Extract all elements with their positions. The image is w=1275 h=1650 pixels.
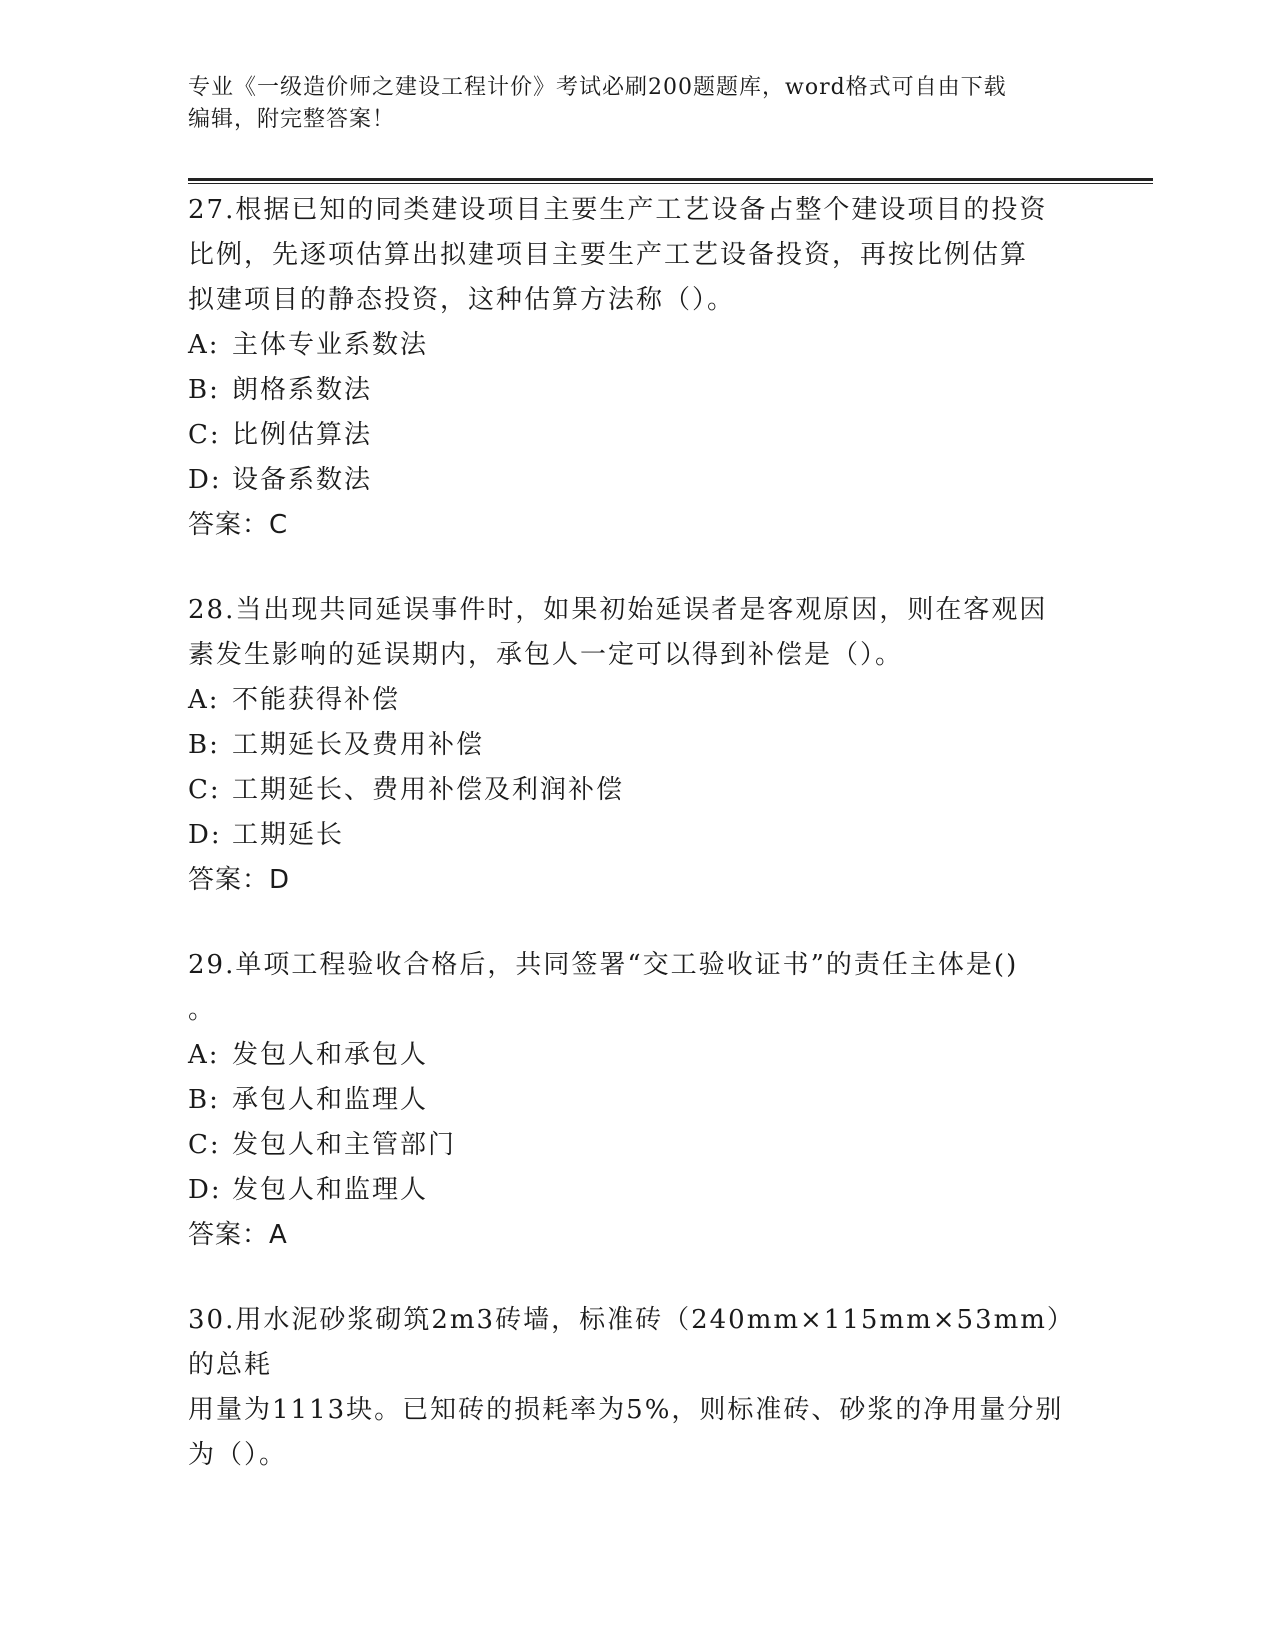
option-c <box>188 768 1088 813</box>
option-c <box>188 1123 1088 1168</box>
question-30 <box>188 1298 1088 1478</box>
question-line: 。 <box>188 995 217 1025</box>
question-line: 素发生影响的延误期内，承包人一定可以得到补偿是（）。 <box>188 640 904 670</box>
option-d <box>188 1168 1088 1213</box>
option-text: 比例估算法 <box>232 420 373 450</box>
option-text: 发包人和承包人 <box>232 1040 429 1070</box>
option-b <box>188 368 1088 413</box>
option-text: 发包人和监理人 <box>232 1175 429 1205</box>
header-line-1: 专业《一级造价师之建设工程计价》考试必刷200题题库，word格式可自由下载 <box>188 75 1007 100</box>
answer-line: 答案：D <box>188 865 291 895</box>
option-text: 不能获得补偿 <box>232 685 401 715</box>
question-line: 30.用水泥砂浆砌筑2m3砖墙，标准砖（240mm×115mm×53mm）的总耗 <box>188 1305 1075 1380</box>
option-key: D: <box>188 465 222 495</box>
option-b <box>188 723 1088 768</box>
option-key: A: <box>188 330 220 360</box>
option-key: C: <box>188 420 221 450</box>
answer-line: 答案：C <box>188 510 289 540</box>
question-29 <box>188 943 1088 1258</box>
question-list <box>188 188 1088 1518</box>
option-d <box>188 813 1088 858</box>
option-key: B: <box>188 375 220 405</box>
question-line: 28.当出现共同延误事件时，如果初始延误者是客观原因，则在客观因 <box>188 595 1048 625</box>
question-line: 29.单项工程验收合格后，共同签署“交工验收证书”的责任主体是() <box>188 950 1019 980</box>
option-key: A: <box>188 685 220 715</box>
option-a <box>188 678 1088 723</box>
document-header <box>188 72 1088 136</box>
option-d <box>188 458 1088 503</box>
option-key: C: <box>188 1130 221 1160</box>
option-key: B: <box>188 730 220 760</box>
header-line-2: 编辑，附完整答案！ <box>188 107 396 132</box>
header-divider-thin <box>188 183 1153 184</box>
question-line: 用量为1113块。已知砖的损耗率为5%，则标准砖、砂浆的净用量分别 <box>188 1395 1064 1425</box>
option-text: 发包人和主管部门 <box>232 1130 457 1160</box>
question-line: 比例，先逐项估算出拟建项目主要生产工艺设备投资，再按比例估算 <box>188 240 1029 270</box>
option-text: 承包人和监理人 <box>232 1085 429 1115</box>
option-text: 工期延长、费用补偿及利润补偿 <box>232 775 625 805</box>
question-line: 27.根据已知的同类建设项目主要生产工艺设备占整个建设项目的投资 <box>188 195 1048 225</box>
option-key: B: <box>188 1085 220 1115</box>
option-a <box>188 323 1088 368</box>
option-key: D: <box>188 1175 222 1205</box>
option-key: A: <box>188 1040 220 1070</box>
option-text: 设备系数法 <box>232 465 373 495</box>
question-line: 拟建项目的静态投资，这种估算方法称（）。 <box>188 285 736 315</box>
option-c <box>188 413 1088 458</box>
answer-line: 答案：A <box>188 1220 288 1250</box>
option-text: 朗格系数法 <box>232 375 373 405</box>
option-key: C: <box>188 775 221 805</box>
option-key: D: <box>188 820 222 850</box>
question-28 <box>188 588 1088 903</box>
option-text: 工期延长 <box>232 820 345 850</box>
header-divider-thick <box>188 178 1153 181</box>
option-b <box>188 1078 1088 1123</box>
option-text: 工期延长及费用补偿 <box>232 730 485 760</box>
question-line: 为（）。 <box>188 1440 288 1470</box>
question-27 <box>188 188 1088 548</box>
option-text: 主体专业系数法 <box>232 330 429 360</box>
option-a <box>188 1033 1088 1078</box>
